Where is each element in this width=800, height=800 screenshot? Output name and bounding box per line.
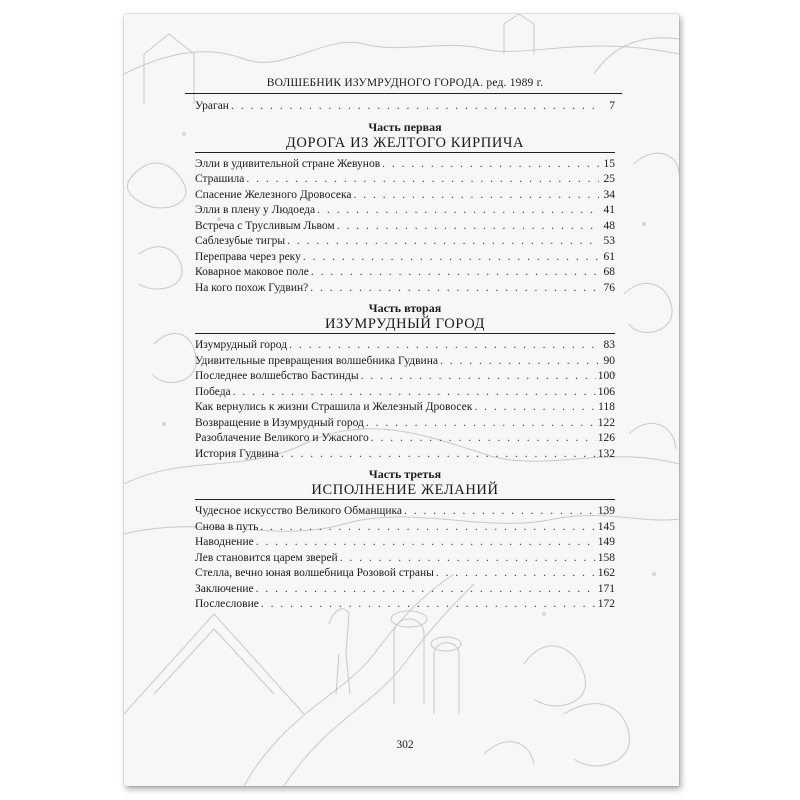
toc-entry[interactable] [195, 188, 615, 204]
toc-entry-title: Элли в удивительной стране Жевунов [195, 157, 381, 170]
page-number: 302 [396, 739, 414, 751]
toc-entry[interactable] [195, 385, 615, 401]
toc-entry-page: 171 [597, 582, 615, 595]
toc-entry-title: Чудесное искусство Великого Обманщика [195, 505, 403, 517]
toc-entry-title: Удивительные превращения волшебника Гудвина [195, 354, 438, 367]
book-page [124, 14, 679, 786]
dot-leader [231, 99, 599, 115]
dot-leader [366, 416, 596, 432]
dot-leader [233, 385, 596, 401]
part-label: Часть вторая [368, 301, 442, 315]
header-rule [185, 93, 622, 94]
toc-entry[interactable] [195, 520, 615, 536]
toc-entry[interactable] [195, 447, 615, 463]
toc-entry-page: 53 [603, 235, 615, 247]
toc-entry-title: Коварное маковое поле [195, 266, 309, 278]
toc-entry-page: 162 [597, 567, 615, 579]
toc-entry-page: 126 [597, 432, 615, 444]
toc-entry[interactable] [195, 597, 615, 613]
toc-entry[interactable] [195, 203, 615, 219]
toc-entry-page: 149 [597, 536, 615, 548]
toc-entry[interactable] [195, 234, 615, 250]
part-title: ИСПОЛНЕНИЕ ЖЕЛАНИЙ [311, 482, 499, 498]
toc-entry-title: Встреча с Трусливым Львом [195, 219, 335, 232]
dot-leader [281, 447, 596, 463]
part-label: Часть третья [368, 467, 442, 481]
toc-entry[interactable] [195, 369, 615, 385]
toc-entry-page: 172 [597, 598, 615, 610]
toc-entry-page: 145 [597, 520, 615, 533]
toc-entry-title: Разоблачение Великого и Ужасного [195, 432, 369, 444]
part-rule [195, 152, 615, 153]
toc-entry[interactable] [195, 99, 615, 115]
dot-leader [310, 281, 599, 297]
dot-leader [246, 172, 599, 188]
dot-leader [340, 551, 596, 567]
dot-leader [440, 354, 599, 370]
running-head: ВОЛШЕБНИК ИЗУМРУДНОГО ГОРОДА. ред. 1989 г. [266, 77, 544, 89]
toc-entry-title: Лев становится царем зверей [195, 551, 338, 564]
toc-entry[interactable] [195, 582, 615, 598]
part-title: ИЗУМРУДНЫЙ ГОРОД [324, 316, 486, 332]
toc-entry-page: 41 [603, 204, 615, 216]
toc-entry-page: 34 [603, 188, 615, 201]
toc-entry-page: 76 [603, 281, 615, 294]
dot-leader [261, 597, 596, 613]
toc-entry-page: 122 [597, 416, 615, 429]
toc-entry-title: Как вернулись к жизни Страшила и Железный Дровосек [195, 401, 473, 413]
toc-entry-page: 118 [598, 401, 615, 413]
toc-entry-page: 48 [603, 219, 615, 232]
toc-entry[interactable] [195, 354, 615, 370]
toc-entry-title: Послесловие [195, 598, 259, 610]
toc-entry[interactable] [195, 416, 615, 432]
toc-entry[interactable] [195, 157, 615, 173]
toc-entry[interactable] [195, 219, 615, 235]
toc-entry[interactable] [195, 250, 615, 266]
dot-leader [371, 431, 596, 447]
toc-entry-title: Возвращение в Изумрудный город [195, 416, 364, 429]
toc-entry[interactable] [195, 504, 615, 520]
dot-leader [311, 265, 599, 281]
part-label: Часть первая [368, 119, 442, 134]
dot-leader [361, 369, 596, 385]
toc-entry[interactable] [195, 265, 615, 281]
toc-entry[interactable] [195, 431, 615, 447]
toc-entry[interactable] [195, 535, 615, 551]
dot-leader [256, 535, 596, 551]
toc-entry-title: Заключение [195, 582, 254, 595]
dot-leader [289, 338, 599, 354]
table-of-contents [195, 99, 615, 613]
toc-entry-page: 83 [603, 339, 615, 351]
dot-leader [287, 234, 599, 250]
dot-leader [260, 520, 595, 536]
toc-entry-title: Снова в путь [195, 520, 259, 533]
toc-entry[interactable] [195, 400, 615, 416]
dot-leader [404, 504, 596, 520]
toc-entry-title: Спасение Железного Дровосека [195, 188, 352, 201]
toc-entry-page: 25 [603, 173, 615, 185]
dot-leader [337, 219, 599, 235]
toc-entry-title: На кого похож Гудвин? [195, 281, 309, 294]
part-rule [195, 333, 615, 334]
dot-leader [317, 203, 599, 219]
toc-entry-title: История Гудвина [195, 447, 280, 460]
toc-entry-title: Наводнение [195, 536, 254, 548]
toc-entry-title: Последнее волшебство Бастинды [195, 370, 359, 382]
toc-entry-page: 106 [597, 385, 615, 398]
part-title: ДОРОГА ИЗ ЖЕЛТОГО КИРПИЧА [285, 134, 525, 151]
toc-entry-title: Победа [195, 385, 231, 398]
dot-leader [256, 582, 596, 598]
toc-entry-title: Элли в плену у Людоеда [195, 204, 316, 216]
dot-leader [353, 188, 599, 204]
toc-entry-page: 15 [603, 157, 615, 170]
toc-entry-page: 132 [597, 447, 615, 460]
toc-entry[interactable] [195, 566, 615, 582]
dot-leader [303, 250, 599, 266]
toc-entry-page: 158 [597, 551, 615, 564]
toc-entry[interactable] [195, 551, 615, 567]
toc-entry[interactable] [195, 338, 615, 354]
toc-entry-title: Переправа через реку [195, 250, 301, 263]
dot-leader [474, 400, 596, 416]
dot-leader [382, 157, 599, 173]
part-rule [195, 499, 615, 500]
toc-entry-title: Изумрудный город [195, 339, 288, 351]
toc-entry-page: 61 [603, 250, 615, 263]
toc-entry-page: 7 [609, 100, 615, 112]
toc-entry-page: 100 [597, 370, 615, 382]
dot-leader [436, 566, 596, 582]
toc-entry-title: Саблезубые тигры [195, 235, 286, 247]
toc-entry[interactable] [195, 281, 615, 297]
toc-entry[interactable] [195, 172, 615, 188]
toc-entry-title: Стелла, вечно юная волшебница Розовой страны [195, 567, 434, 579]
toc-entry-page: 68 [603, 266, 615, 278]
toc-entry-title: Страшила [195, 173, 245, 185]
toc-entry-title: Ураган [195, 100, 229, 112]
toc-entry-page: 90 [603, 354, 615, 367]
toc-entry-page: 139 [597, 505, 615, 517]
